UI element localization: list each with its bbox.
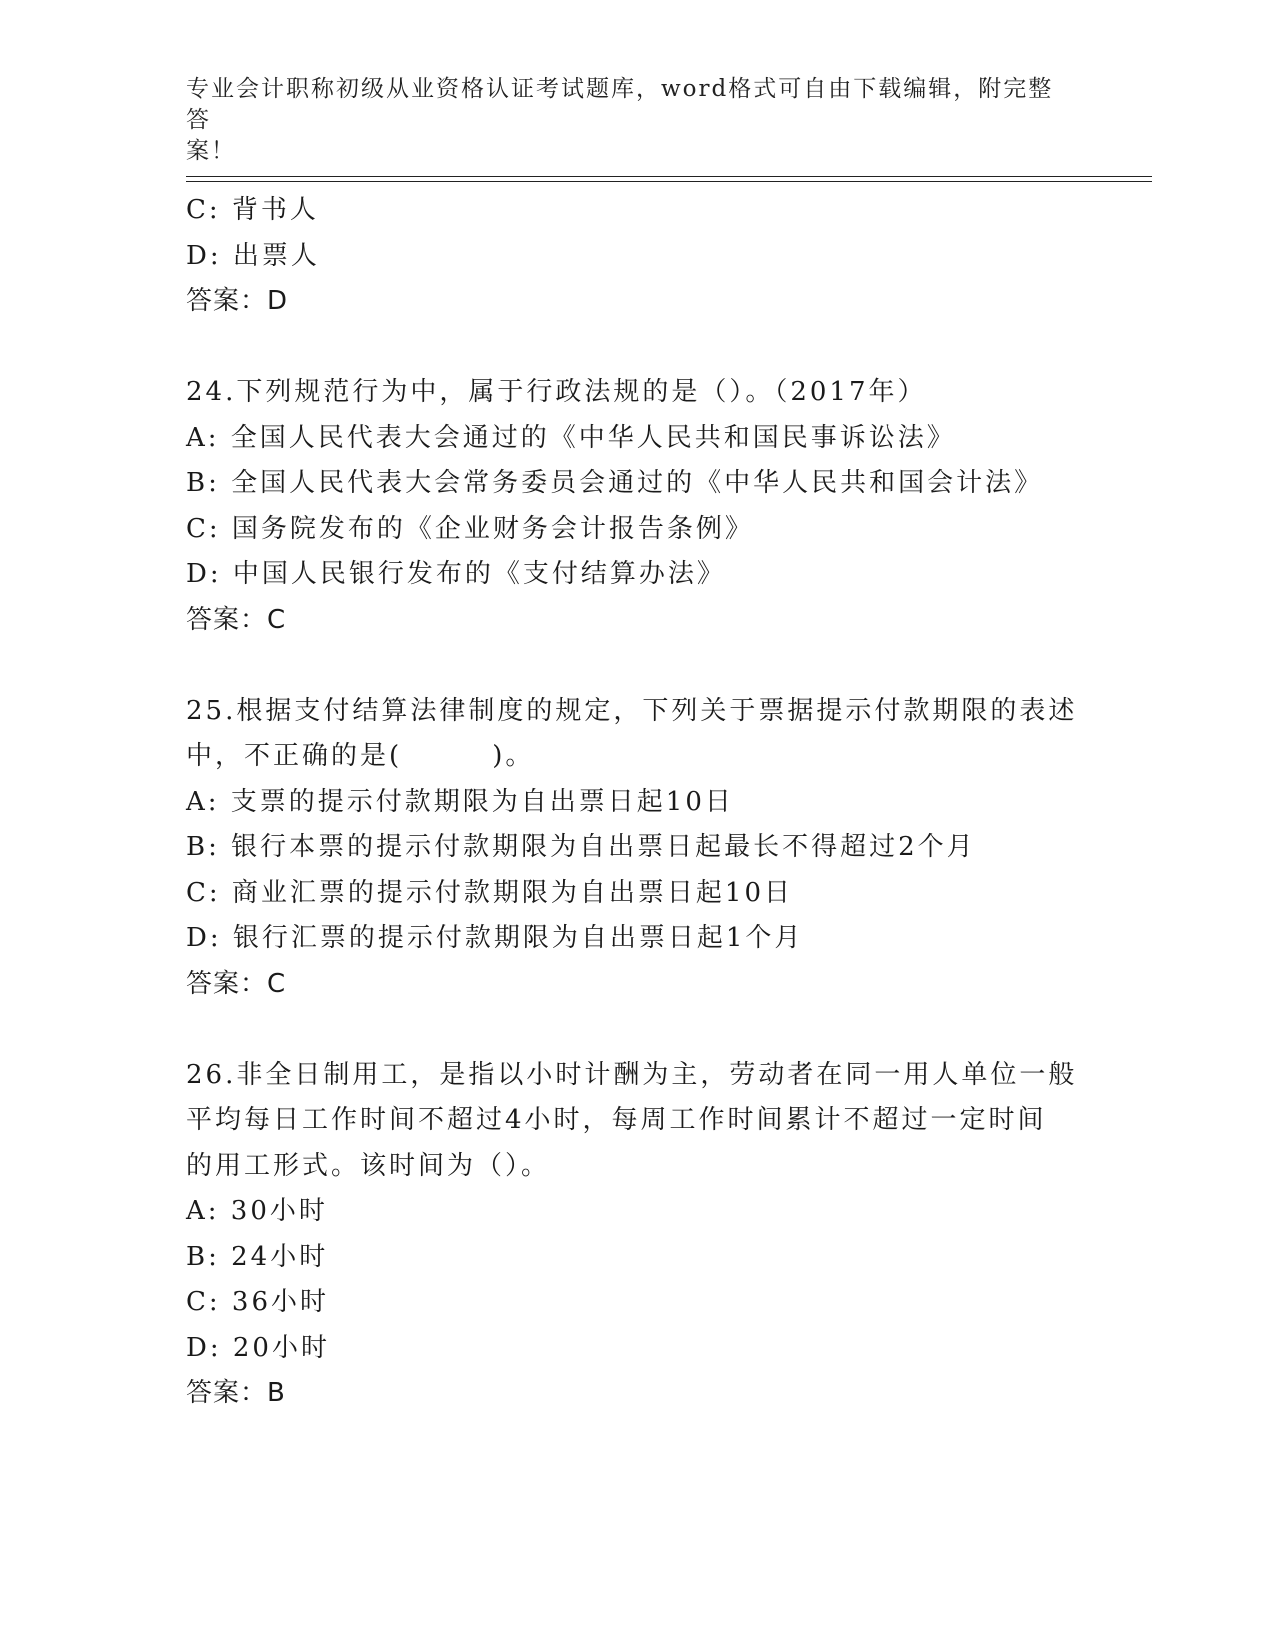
question-stem-continued: 的用工形式。该时间为（）。 (186, 1150, 551, 1181)
question-stem: 24.下列规范行为中，属于行政法规的是（）。（2017年） (186, 377, 927, 407)
question-26 (186, 1053, 1086, 1417)
option-a: A: 全国人民代表大会通过的《中华人民共和国民事诉讼法》 (186, 422, 956, 453)
question-stem-continued: 中，不正确的是( )。 (186, 741, 535, 771)
answer-line: 答案：C (186, 968, 287, 999)
header-line-2: 案！ (186, 138, 236, 164)
answer-line: 答案：B (186, 1378, 286, 1408)
header-divider-bottom (186, 181, 1152, 182)
question-25 (186, 689, 1086, 1008)
option-d: D: 20小时 (186, 1332, 330, 1363)
spacer (186, 643, 1086, 689)
answer-line: 答案：D (186, 286, 289, 316)
option-d: D: 出票人 (186, 240, 320, 271)
option-d: D: 银行汇票的提示付款期限为自出票日起1个月 (186, 923, 804, 953)
option-a: A: 30小时 (186, 1196, 328, 1226)
question-stem: 25.根据支付结算法律制度的规定，下列关于票据提示付款期限的表述 (186, 695, 1078, 726)
option-c: C: 背书人 (186, 195, 319, 225)
option-a: A: 支票的提示付款期限为自出票日起10日 (186, 786, 734, 817)
option-b: B: 24小时 (186, 1241, 329, 1272)
question-stem-continued: 平均每日工作时间不超过4小时，每周工作时间累计不超过一定时间 (186, 1105, 1047, 1135)
option-c: C: 国务院发布的《企业财务会计报告条例》 (186, 513, 754, 544)
continued-question (186, 188, 1086, 325)
header-divider-top (186, 176, 1152, 177)
question-content (186, 188, 1086, 1417)
spacer (186, 1007, 1086, 1053)
answer-line: 答案：C (186, 604, 287, 635)
option-d: D: 中国人民银行发布的《支付结算办法》 (186, 559, 726, 589)
page-header (186, 74, 1066, 167)
question-stem: 26.非全日制用工，是指以小时计酬为主，劳动者在同一用人单位一般 (186, 1059, 1078, 1090)
option-c: C: 商业汇票的提示付款期限为自出票日起10日 (186, 877, 794, 908)
question-24 (186, 370, 1086, 643)
header-line-1: 专业会计职称初级从业资格认证考试题库，word格式可自由下载编辑，附完整答 (186, 76, 1054, 133)
spacer (186, 325, 1086, 371)
option-c: C: 36小时 (186, 1287, 330, 1317)
option-b: B: 银行本票的提示付款期限为自出票日起最长不得超过2个月 (186, 832, 976, 862)
option-b: B: 全国人民代表大会常务委员会通过的《中华人民共和国会计法》 (186, 468, 1044, 498)
